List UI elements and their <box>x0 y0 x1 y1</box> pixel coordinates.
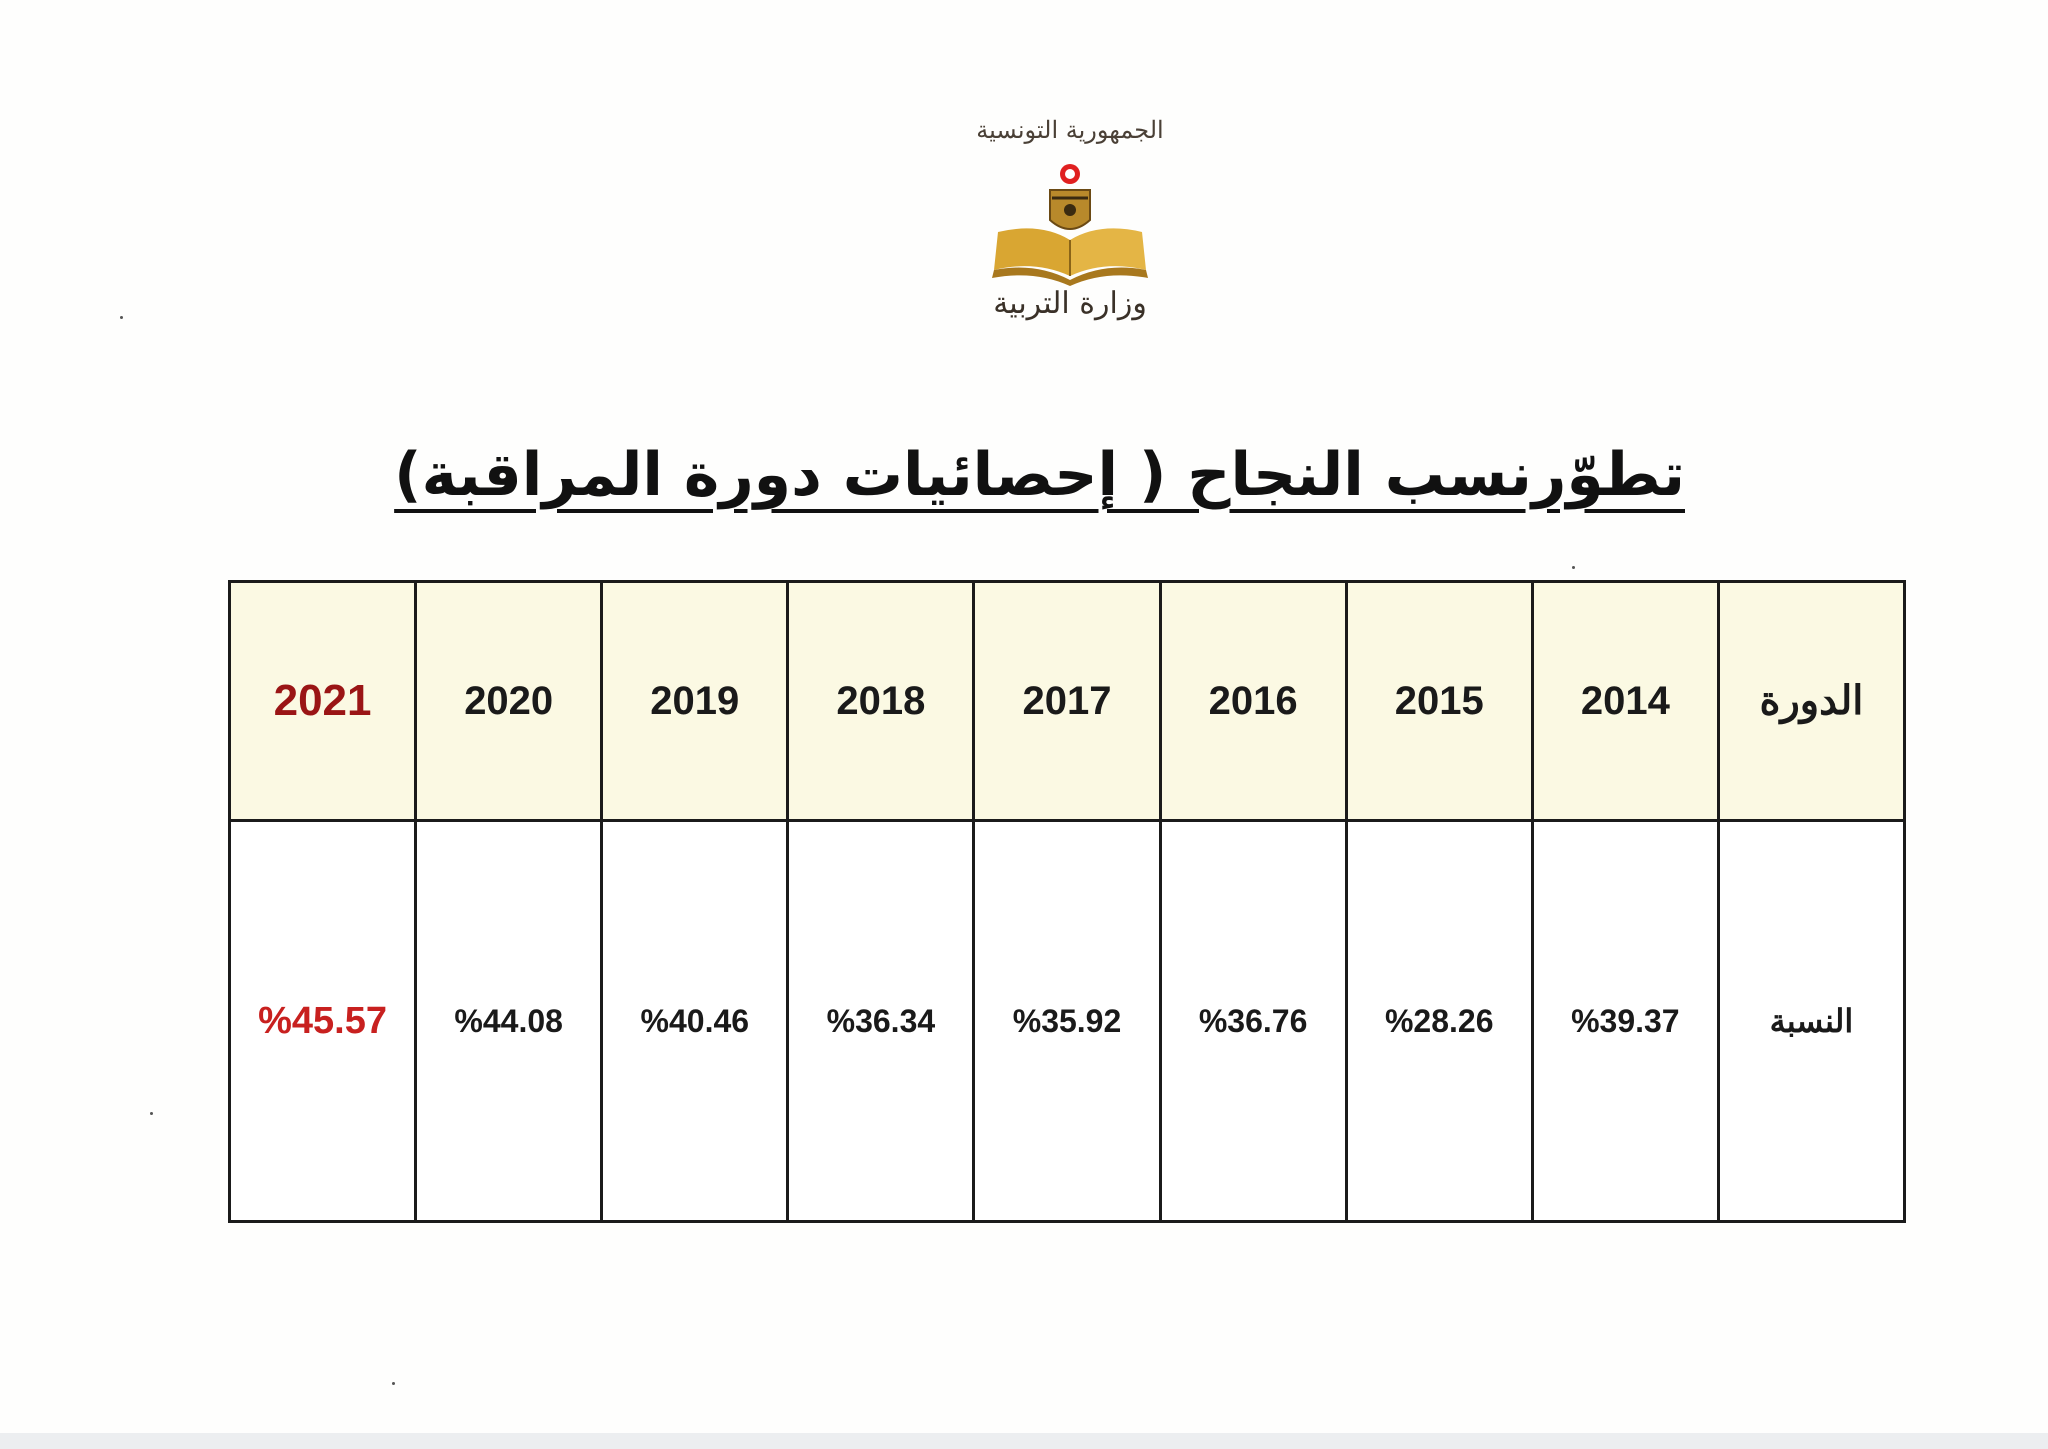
table-row-years <box>230 582 1905 821</box>
rate-cell: %40.46 <box>602 821 788 1222</box>
row-label-session: الدورة <box>1718 582 1904 821</box>
table-row-rates <box>230 821 1905 1222</box>
rate-cell: %39.37 <box>1532 821 1718 1222</box>
scan-edge <box>0 1433 2048 1449</box>
year-cell-highlight: 2021 <box>230 582 416 821</box>
year-cell: 2019 <box>602 582 788 821</box>
book-crest-icon <box>980 150 1160 290</box>
year-cell: 2020 <box>416 582 602 821</box>
success-rate-table <box>228 580 1906 1220</box>
ministry-text: وزارة التربية <box>993 286 1147 321</box>
page-title: تطوّرنسب النجاح ( إحصائيات دورة المراقبة) <box>394 440 1685 510</box>
rate-cell: %35.92 <box>974 821 1160 1222</box>
stats-table <box>228 580 1906 1223</box>
rate-cell-highlight: %45.57 <box>230 821 416 1222</box>
republic-text: الجمهورية التونسية <box>976 116 1164 144</box>
rate-cell: %44.08 <box>416 821 602 1222</box>
year-cell: 2018 <box>788 582 974 821</box>
scan-speck <box>392 1382 395 1385</box>
year-cell: 2015 <box>1346 582 1532 821</box>
ministry-emblem <box>960 110 1180 330</box>
row-label-rate: النسبة <box>1718 821 1904 1222</box>
scan-speck <box>150 1112 153 1115</box>
scan-speck <box>1572 566 1575 569</box>
rate-cell: %28.26 <box>1346 821 1532 1222</box>
scan-speck <box>120 316 123 319</box>
year-cell: 2016 <box>1160 582 1346 821</box>
year-cell: 2017 <box>974 582 1160 821</box>
rate-cell: %36.76 <box>1160 821 1346 1222</box>
year-cell: 2014 <box>1532 582 1718 821</box>
rate-cell: %36.34 <box>788 821 974 1222</box>
